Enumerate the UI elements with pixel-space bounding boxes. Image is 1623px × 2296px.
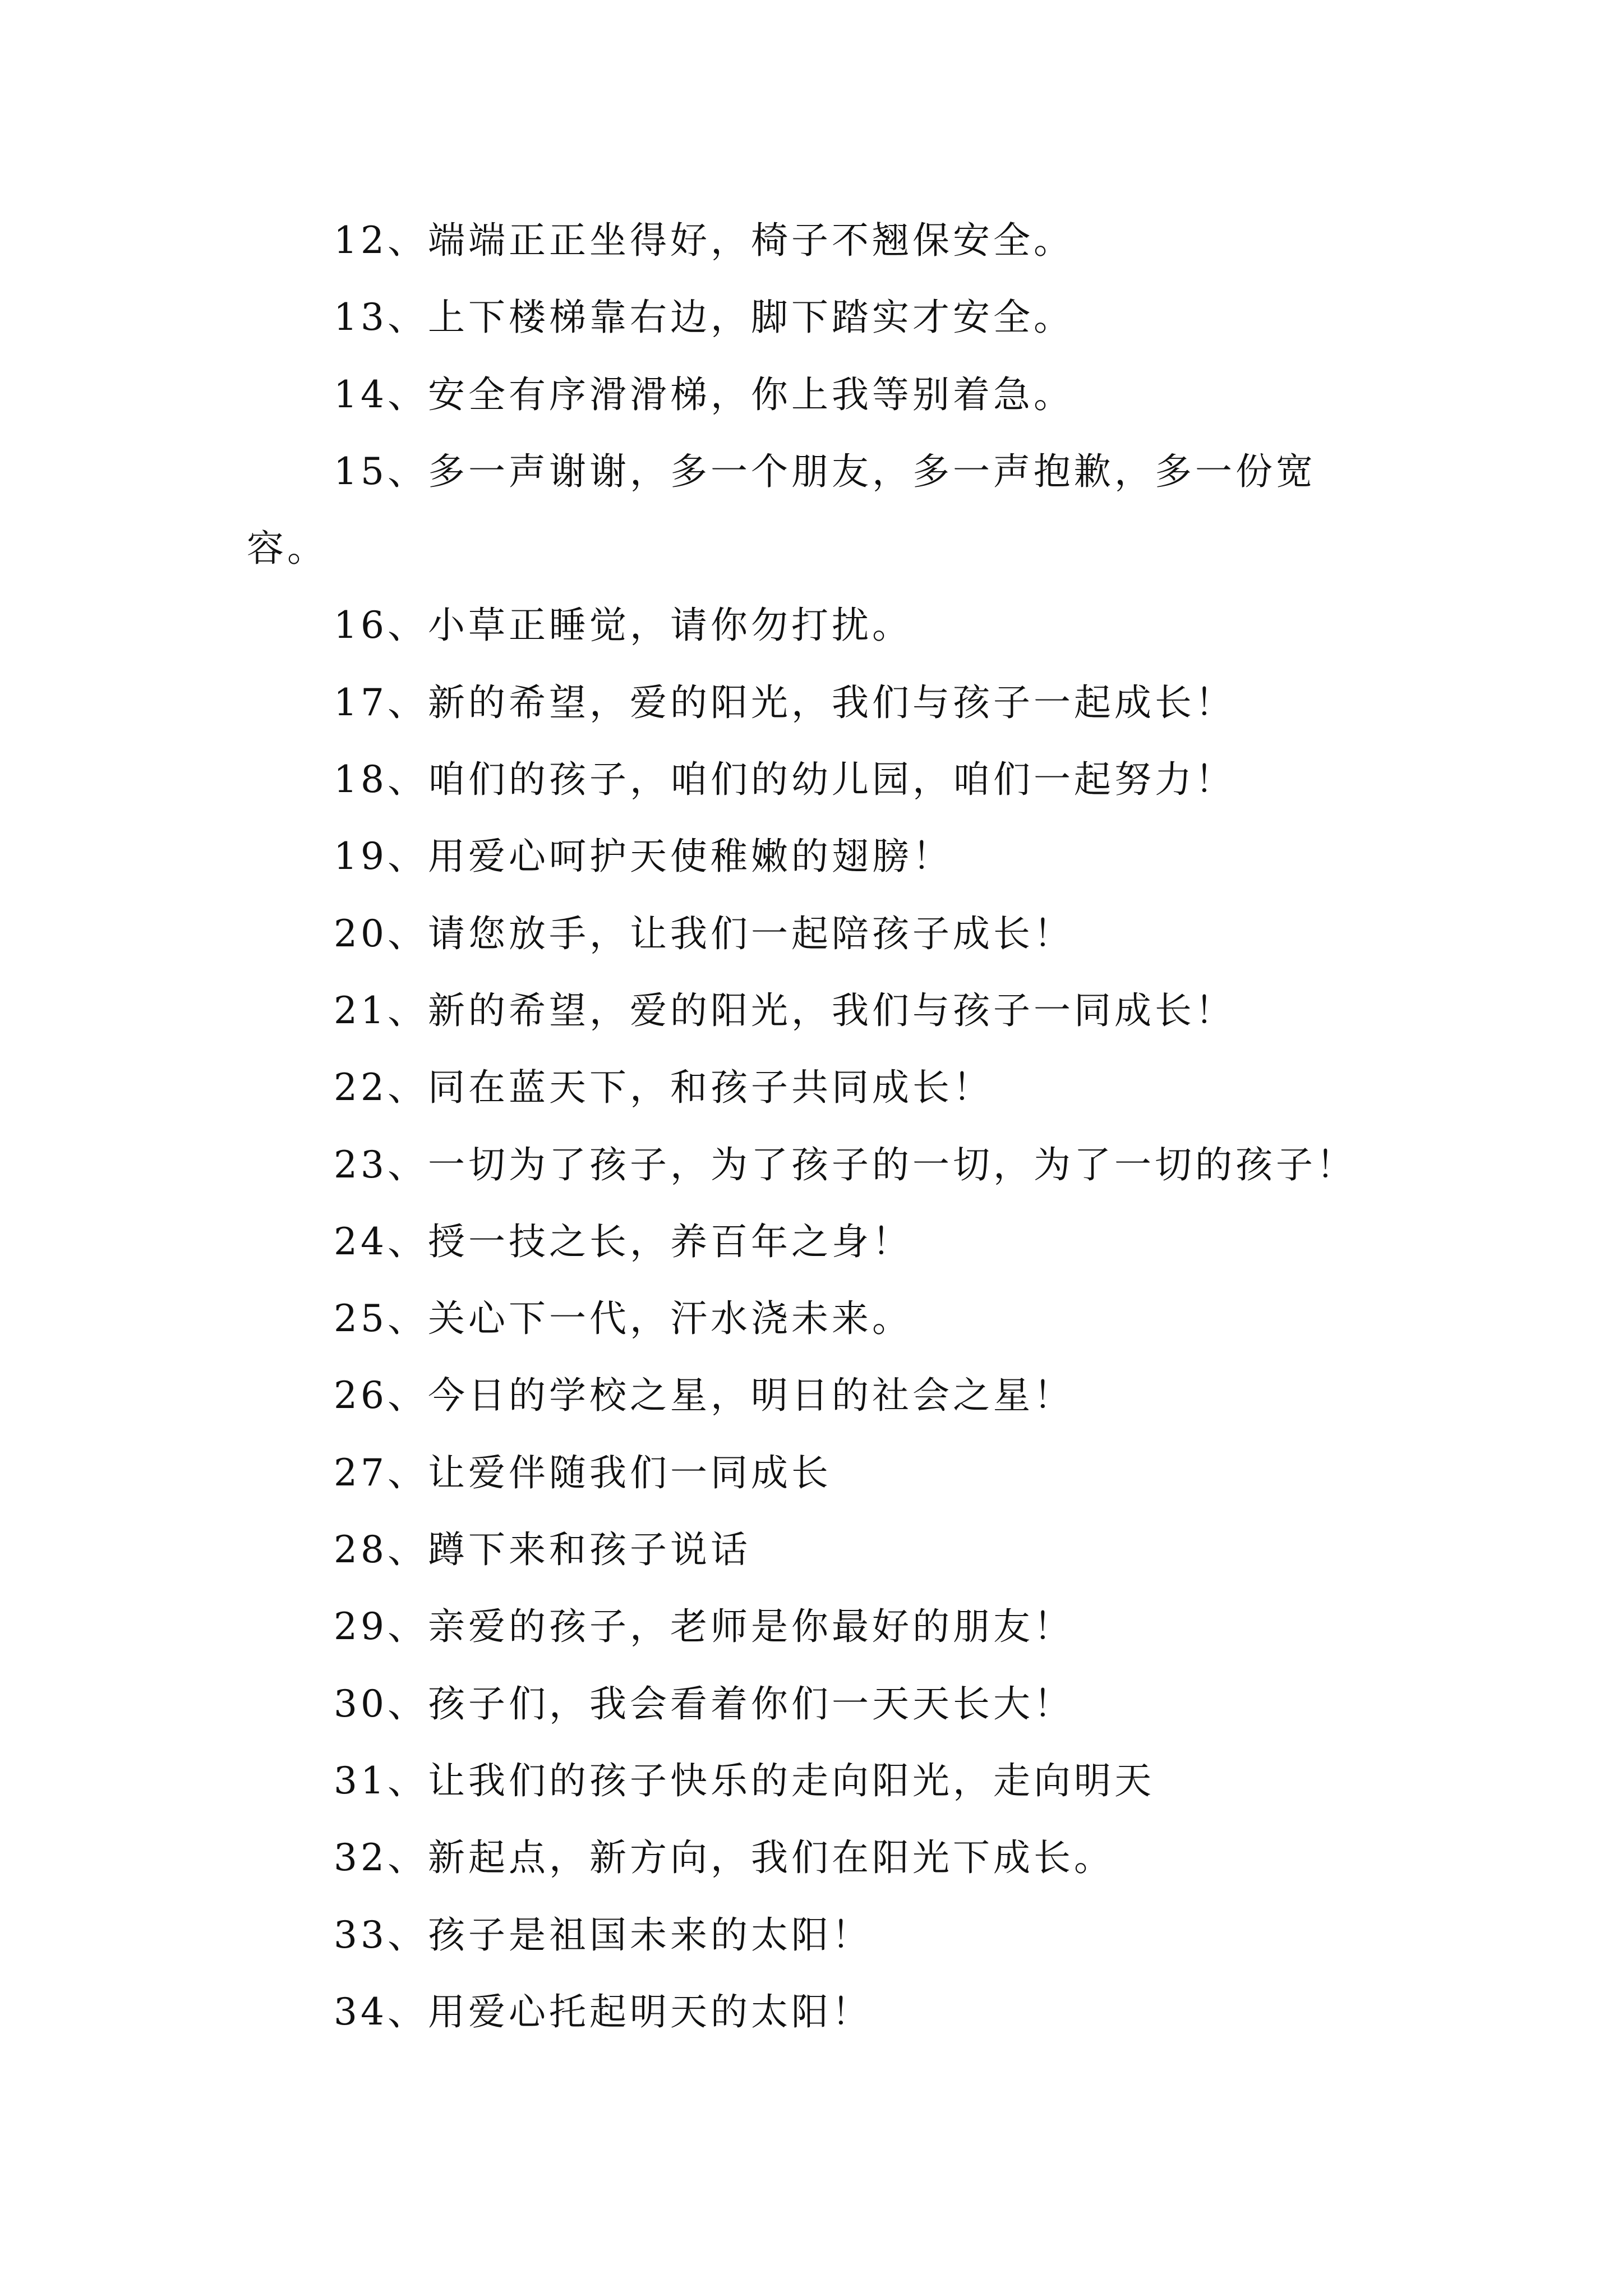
text-line: 28、蹲下来和孩子说话 <box>334 1528 751 1572</box>
text-line: 33、孩子是祖国未来的太阳！ <box>334 1913 872 1957</box>
text-line: 22、同在蓝天下，和孩子共同成长！ <box>334 1066 993 1110</box>
text-line: 19、用爱心呵护天使稚嫩的翅膀！ <box>334 835 953 878</box>
text-line: 20、请您放手，让我们一起陪孩子成长！ <box>334 912 1074 955</box>
text-line: 16、小草正睡觉，请你勿打扰。 <box>334 604 912 647</box>
text-line: 18、咱们的孩子，咱们的幼儿园，咱们一起努力！ <box>334 758 1235 802</box>
text-line: 27、让爱伴随我们一同成长 <box>334 1451 832 1494</box>
text-line-continuation: 容。 <box>247 527 328 570</box>
text-line: 25、关心下一代，汗水浇未来。 <box>334 1297 912 1341</box>
text-line: 17、新的希望，爱的阳光，我们与孩子一起成长！ <box>334 680 1235 724</box>
text-line: 24、授一技之长，养百年之身！ <box>334 1220 912 1263</box>
text-line: 32、新起点，新方向，我们在阳光下成长。 <box>334 1836 1114 1880</box>
document-body <box>247 202 1380 2050</box>
text-line: 15、多一声谢谢，多一个朋友，多一声抱歉，多一份宽 <box>334 449 1316 493</box>
text-line: 13、上下楼梯靠右边，脚下踏实才安全。 <box>334 296 1074 339</box>
text-line: 30、孩子们，我会看着你们一天天长大！ <box>334 1682 1074 1726</box>
text-line: 23、一切为了孩子，为了孩子的一切，为了一切的孩子！ <box>334 1143 1357 1186</box>
text-line: 26、今日的学校之星，明日的社会之星！ <box>334 1374 1074 1418</box>
text-line: 29、亲爱的孩子，老师是你最好的朋友！ <box>334 1605 1074 1649</box>
text-line: 31、让我们的孩子快乐的走向阳光，走向明天 <box>334 1759 1155 1802</box>
text-line: 12、端端正正坐得好，椅子不翘保安全。 <box>334 219 1074 262</box>
text-line: 14、安全有序滑滑梯，你上我等别着急。 <box>334 372 1074 416</box>
text-line: 21、新的希望，爱的阳光，我们与孩子一同成长！ <box>334 988 1235 1032</box>
text-line: 34、用爱心托起明天的太阳！ <box>334 1990 872 2033</box>
